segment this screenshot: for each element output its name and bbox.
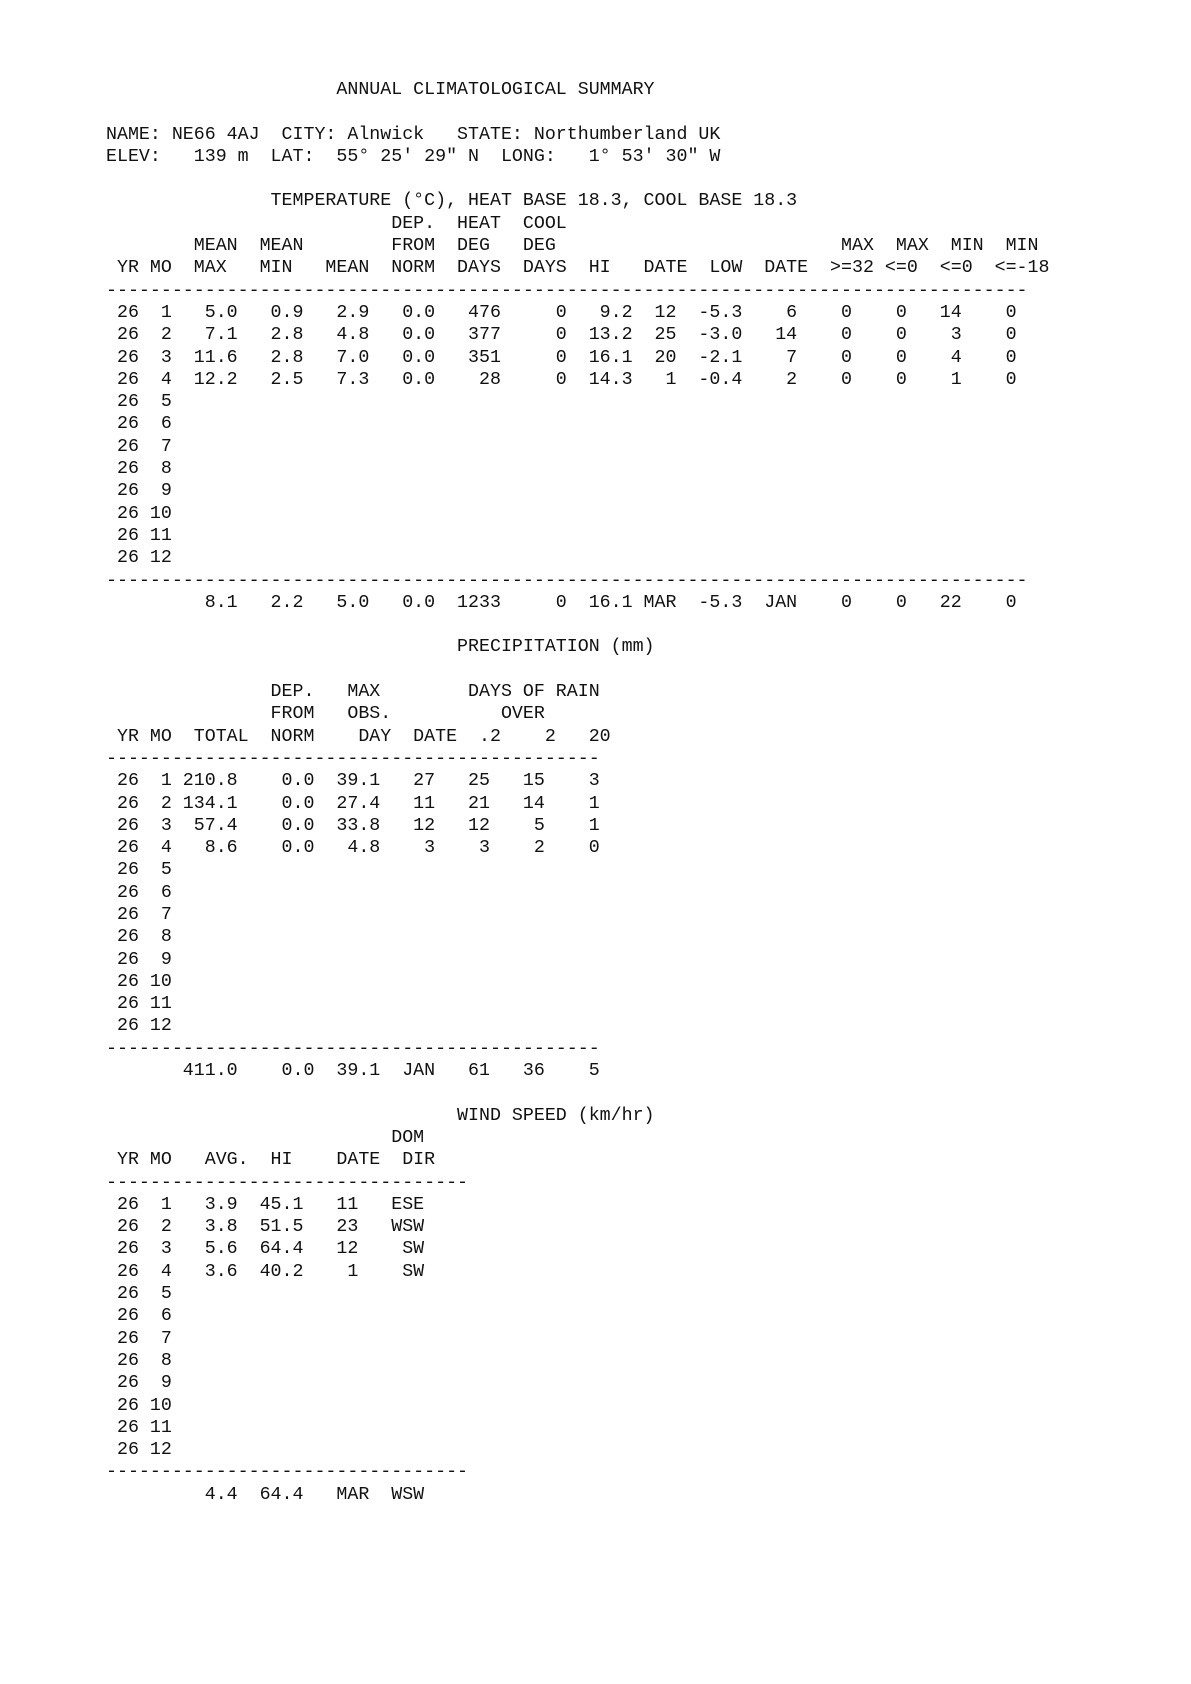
report-line: 26 8 <box>106 1350 172 1371</box>
report-line: 26 7 <box>106 436 172 457</box>
report-line: 26 10 <box>106 503 172 524</box>
report-line: DEP. MAX DAYS OF RAIN <box>106 682 600 703</box>
report-line: 26 3 57.4 0.0 33.8 12 12 5 1 <box>106 815 600 836</box>
report-line: --------------------------------------------- <box>106 748 600 769</box>
report-line: 26 1 210.8 0.0 39.1 27 25 15 3 <box>106 771 600 792</box>
report-line: ELEV: 139 m LAT: 55° 25' 29" N LONG: 1° 53' 30" W <box>106 146 721 167</box>
report-line: ANNUAL CLIMATOLOGICAL SUMMARY <box>106 80 655 100</box>
blank-line <box>106 1082 1049 1104</box>
report-line: 26 1 3.9 45.1 11 ESE <box>106 1194 425 1215</box>
blank-line <box>106 614 1049 636</box>
report-line: 26 2 3.8 51.5 23 WSW <box>106 1217 425 1238</box>
report-line: --------------------------------- <box>106 1172 469 1193</box>
report-line: 26 7 <box>106 1328 172 1349</box>
blank-line <box>106 168 1049 190</box>
report-line: 26 7 <box>106 904 172 925</box>
report-line: 26 6 <box>106 882 172 903</box>
report-line: 26 5 <box>106 392 172 413</box>
report-line: 26 10 <box>106 971 172 992</box>
report-line: 26 11 <box>106 1417 172 1438</box>
report-line: 26 4 8.6 0.0 4.8 3 3 2 0 <box>106 838 600 859</box>
report-line: 26 6 <box>106 414 172 435</box>
report-line: 26 5 <box>106 860 172 881</box>
report-line: 26 3 5.6 64.4 12 SW <box>106 1239 425 1260</box>
report-line: 26 2 7.1 2.8 4.8 0.0 377 0 13.2 25 -3.0 14 0 0 3 0 <box>106 325 1017 346</box>
blank-line <box>106 101 1049 123</box>
report-line: 26 12 <box>106 1440 172 1461</box>
report-line: 26 10 <box>106 1395 172 1416</box>
report-line: DOM <box>106 1127 425 1148</box>
report-line: YR MO TOTAL NORM DAY DATE .2 2 20 <box>106 726 611 747</box>
report-line: MEAN MEAN FROM DEG DEG MAX MAX MIN MIN <box>106 236 1039 257</box>
report-line: 8.1 2.2 5.0 0.0 1233 0 16.1 MAR -5.3 JAN 0 0 22 0 <box>106 592 1017 613</box>
report-line: 26 9 <box>106 481 172 502</box>
report-line: NAME: NE66 4AJ CITY: Alnwick STATE: Northumberland UK <box>106 124 721 145</box>
blank-line <box>106 659 1049 681</box>
report-line: 26 9 <box>106 949 172 970</box>
report-line: 26 11 <box>106 994 172 1015</box>
report-line: 26 9 <box>106 1373 172 1394</box>
report-line: WIND SPEED (km/hr) <box>106 1105 655 1126</box>
report-line: YR MO MAX MIN MEAN NORM DAYS DAYS HI DATE LOW DATE >=32 <=0 <=0 <=-18 <box>106 258 1050 279</box>
report-line: 26 12 <box>106 548 172 569</box>
climatological-summary-report <box>106 79 1049 1506</box>
report-line: 26 8 <box>106 459 172 480</box>
report-line: YR MO AVG. HI DATE DIR <box>106 1150 436 1171</box>
report-line: 26 5 <box>106 1284 172 1305</box>
report-line: PRECIPITATION (mm) <box>106 637 655 658</box>
report-line: ------------------------------------------------------------------------------------ <box>106 280 1028 301</box>
report-line: DEP. HEAT COOL <box>106 213 567 234</box>
report-line: --------------------------------------------- <box>106 1038 600 1059</box>
report-line: 411.0 0.0 39.1 JAN 61 36 5 <box>106 1061 600 1082</box>
report-line: 26 8 <box>106 927 172 948</box>
report-line: TEMPERATURE (°C), HEAT BASE 18.3, COOL BASE 18.3 <box>106 191 798 212</box>
report-line: 26 4 3.6 40.2 1 SW <box>106 1261 425 1282</box>
report-line: 26 6 <box>106 1306 172 1327</box>
report-line: 26 3 11.6 2.8 7.0 0.0 351 0 16.1 20 -2.1 7 0 0 4 0 <box>106 347 1017 368</box>
report-line: 26 2 134.1 0.0 27.4 11 21 14 1 <box>106 793 600 814</box>
report-line: 26 12 <box>106 1016 172 1037</box>
report-line: FROM OBS. OVER <box>106 704 545 725</box>
report-line: 26 1 5.0 0.9 2.9 0.0 476 0 9.2 12 -5.3 6 0 0 14 0 <box>106 302 1017 323</box>
report-line: 26 4 12.2 2.5 7.3 0.0 28 0 14.3 1 -0.4 2 0 0 1 0 <box>106 369 1017 390</box>
report-line: --------------------------------- <box>106 1462 469 1483</box>
report-line: 26 11 <box>106 525 172 546</box>
report-line: 4.4 64.4 MAR WSW <box>106 1484 425 1505</box>
report-line: ------------------------------------------------------------------------------------ <box>106 570 1028 591</box>
